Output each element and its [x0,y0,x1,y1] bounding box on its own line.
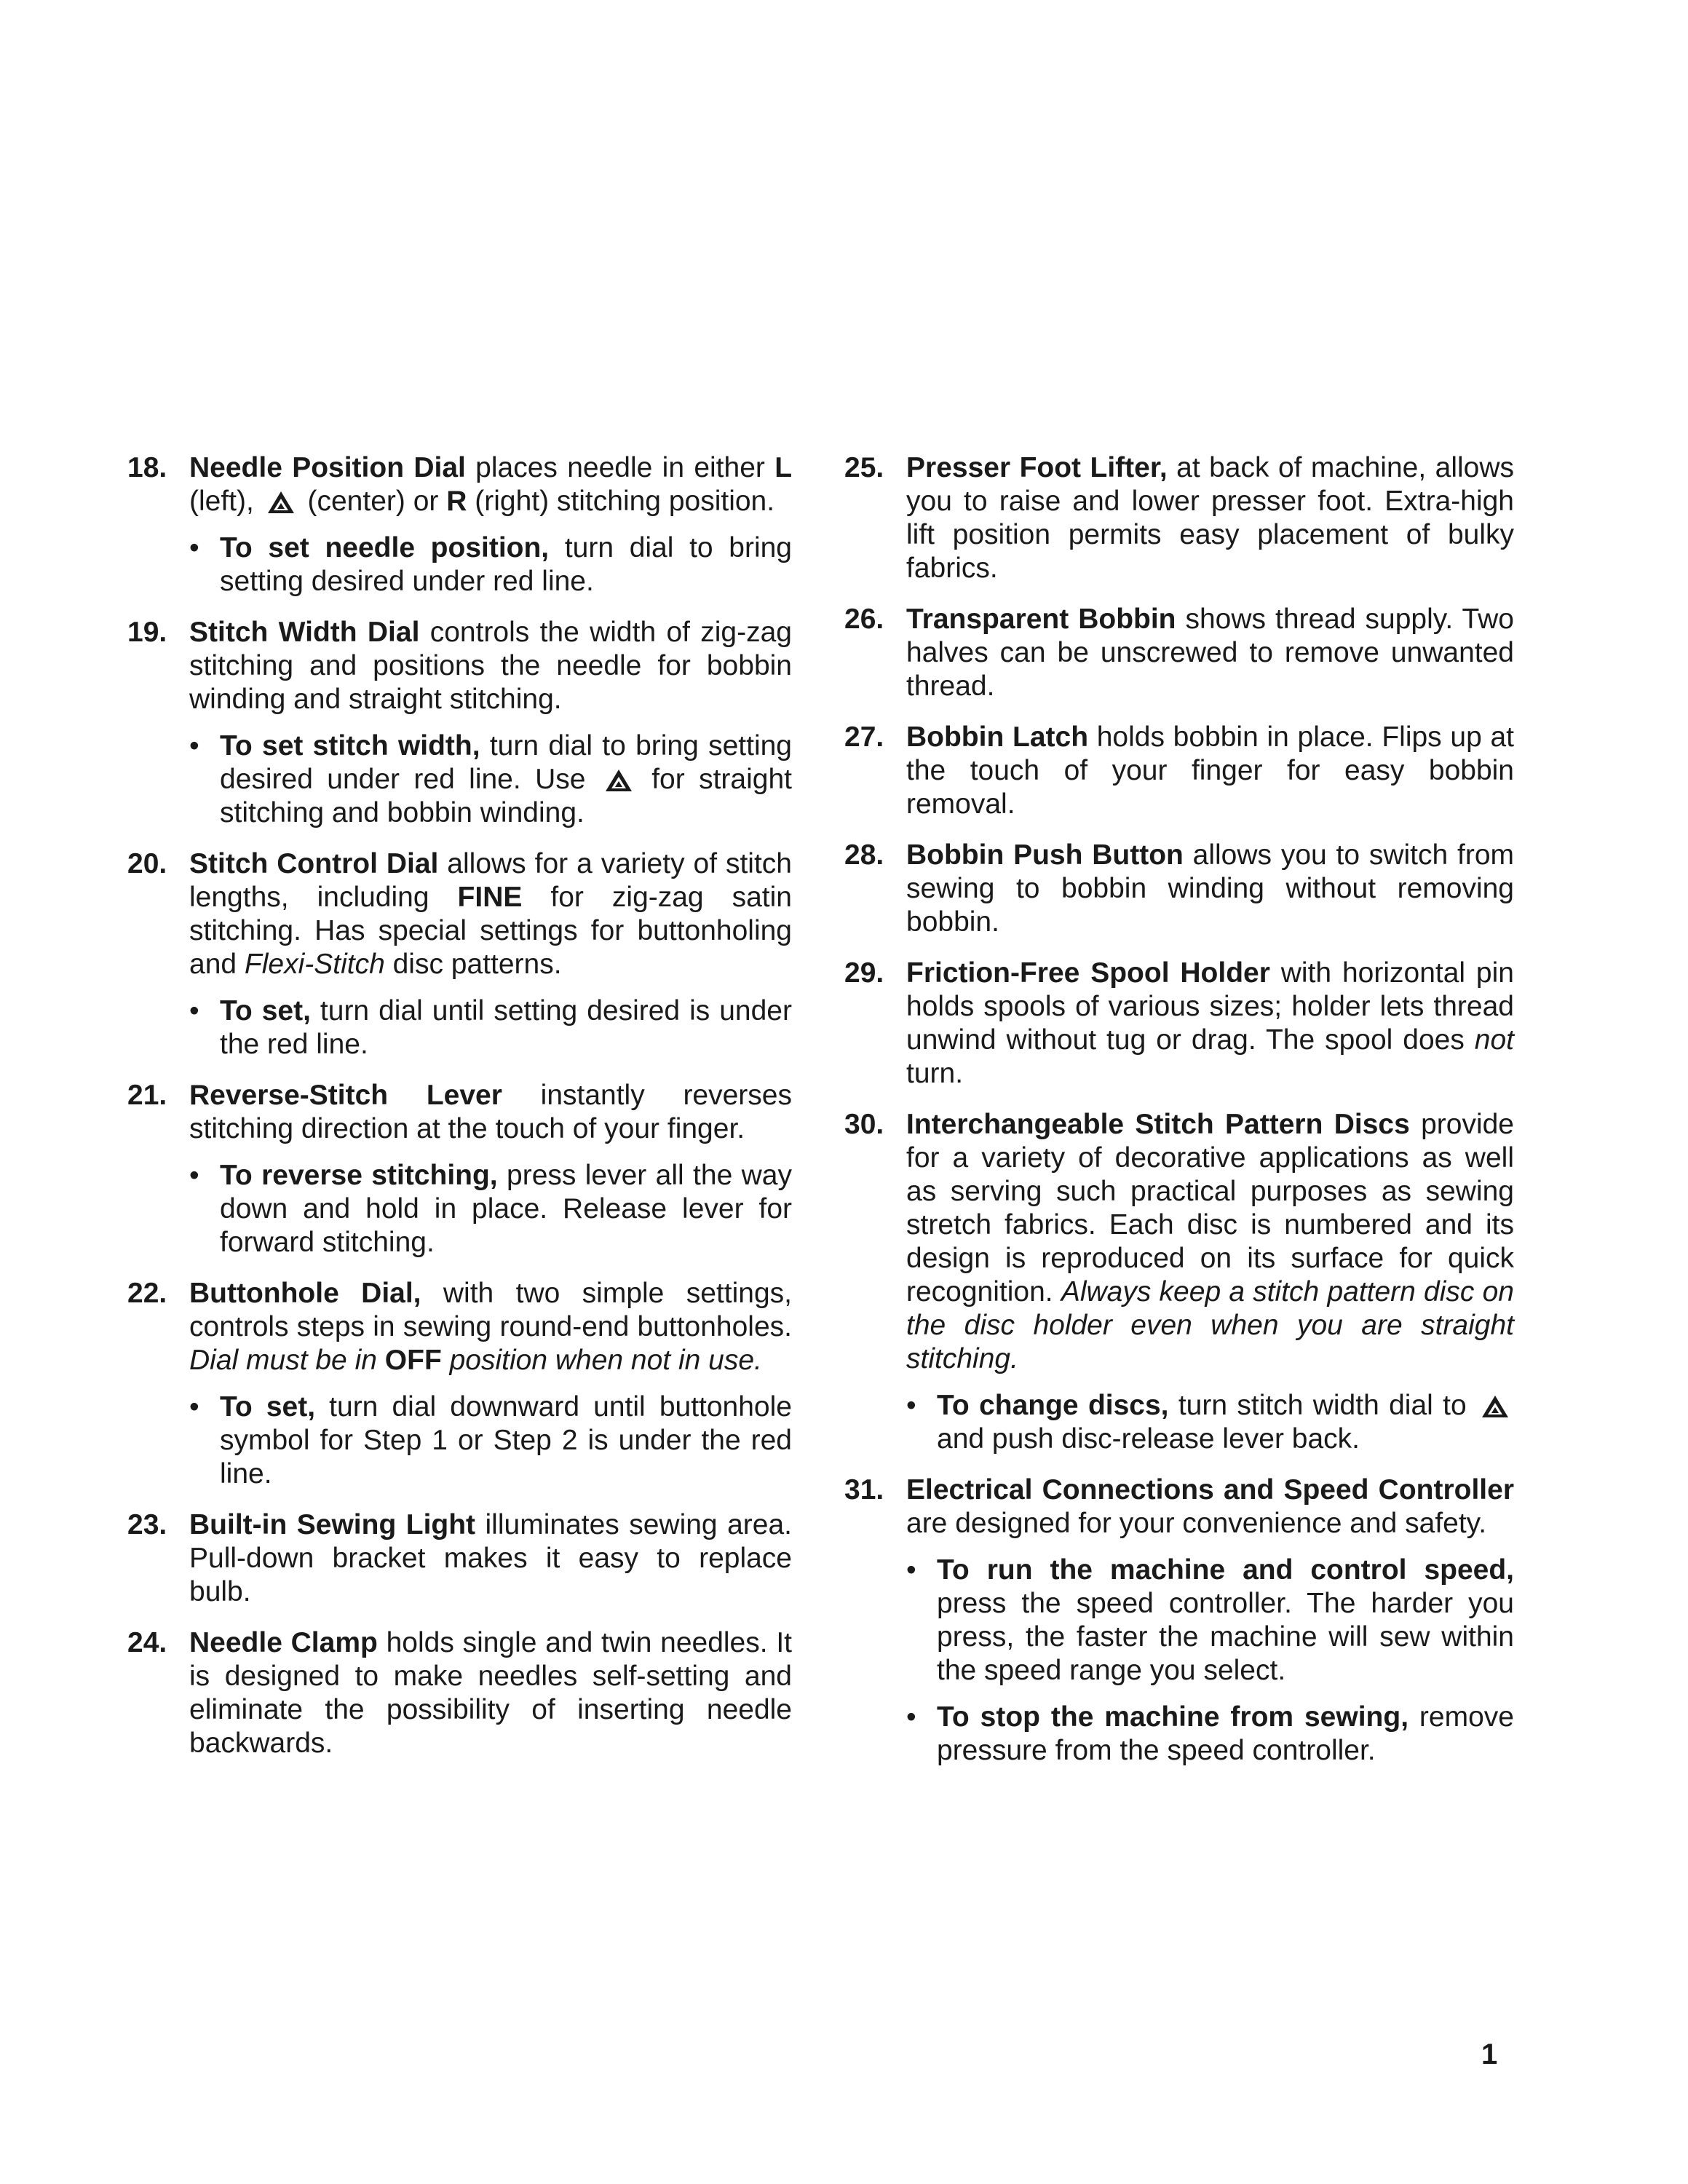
item-number: 31. [844,1474,884,1506]
item-term: Presser Foot Lifter, [906,452,1168,483]
item-term: Built-in Sewing Light [189,1509,476,1540]
item-number: 21. [127,1080,167,1111]
bullet: • To set stitch width, turn dial to bring setting desired under red line. Use for straight stitching and bobbin winding. [189,730,792,828]
item-30: 30. Interchangeable Stitch Pattern Discs provide for a variety of decorative applications as well as serving such practical purposes as sewing stretch fabrics. Each disc is numbered and its design is reproduced on its surface for quick recognition. Always keep a stitch pattern disc on the disc holder even when you are straight stitching. • To change discs, turn stitch width dial to and push disc-release lever back. [844,1109,1514,1455]
item-22: 22. Buttonhole Dial, with two simple settings, controls steps in sewing round-end buttonholes. Dial must be in OFF position when not in use. • To set, turn dial downward until buttonhole symbol for Step 1 or Step 2 is under the red line. [127,1278,792,1489]
bullet-dot: • [906,1554,916,1586]
item-26: 26. Transparent Bobbin shows thread supply. Two halves can be unscrewed to remove unwanted thread. [844,604,1514,702]
bullet-dot: • [189,995,199,1026]
item-number: 30. [844,1109,884,1140]
item-number: 26. [844,604,884,635]
item-18: 18. Needle Position Dial places needle in either L (left), (center) or R (right) stitching position. • To set needle position, turn dial to bring setting desired under red line. [127,452,793,597]
item-number: 19. [127,617,167,648]
center-triangle-icon [266,490,296,515]
page-number: 1 [1481,2038,1498,2070]
item-number: 22. [127,1278,167,1309]
item-25: 25. Presser Foot Lifter, at back of machine, allows you to raise and lower presser foot. Extra-high lift position permits easy placement of bulky fabrics. [844,452,1515,584]
item-term: Needle Clamp [189,1627,378,1658]
item-27: 27. Bobbin Latch holds bobbin in place. Flips up at the touch of your finger for easy bobbin removal. [844,721,1514,820]
bullet-dot: • [189,1160,199,1191]
bullet: • To run the machine and control speed, press the speed controller. The harder you press, the faster the machine will sew within the speed range you select. [906,1554,1514,1686]
item-number: 20. [127,848,167,879]
bullet: • To change discs, turn stitch width dial to and push disc-release lever back. [906,1389,1514,1456]
bullet-dot: • [906,1701,916,1733]
item-number: 23. [127,1509,167,1540]
item-19: 19. Stitch Width Dial controls the width of zig-zag stitching and positions the needle for bobbin winding and straight stitching. • To set stitch width, turn dial to bring setting desired under red line. Use for straight stitching and bobbin winding. [127,617,792,828]
left-column [127,451,792,1778]
bullet: • To reverse stitching, press lever all the way down and hold in place. Release lever for forward stitching. [189,1160,792,1258]
item-24: 24. Needle Clamp holds single and twin needles. It is designed to make needles self-setting and eliminate the possibility of inserting needle backwards. [127,1627,792,1759]
bullet-dot: • [189,1391,199,1423]
item-number: 24. [127,1627,167,1658]
item-number: 28. [844,839,884,871]
right-column [844,451,1514,1785]
bullet: • To set needle position, turn dial to bring setting desired under red line. [189,532,792,597]
item-term: Stitch Width Dial [189,617,420,648]
bullet-dot: • [906,1390,916,1421]
item-28: 28. Bobbin Push Button allows you to switch from sewing to bobbin winding without removing bobbin. [844,839,1515,938]
bullet-dot: • [189,532,199,563]
item-term: Friction-Free Spool Holder [906,957,1270,989]
bullet-dot: • [189,730,199,761]
item-term: Electrical Connections and Speed Controller [906,1474,1514,1506]
item-term: Stitch Control Dial [189,848,439,879]
item-23: 23. Built-in Sewing Light illuminates sewing area. Pull-down bracket makes it easy to replace bulb. [127,1509,792,1607]
bullet: • To stop the machine from sewing, remove pressure from the speed controller. [906,1701,1514,1766]
item-31: 31. Electrical Connections and Speed Controller are designed for your convenience and safety. • To run the machine and control speed, press the speed controller. The harder you press, the faster the machine will sew within the speed range you select. • To stop the machine from sewing, remove pressure from the speed controller. [844,1474,1514,1766]
item-term: Buttonhole Dial, [189,1278,421,1309]
bullet: • To set, turn dial downward until buttonhole symbol for Step 1 or Step 2 is under the red line. [189,1391,792,1489]
item-term: Needle Position Dial [189,452,466,483]
item-21: 21. Reverse-Stitch Lever instantly reverses stitching direction at the touch of your finger. • To reverse stitching, press lever all the way down and hold in place. Release lever for forward stitching. [127,1080,792,1258]
item-term: Reverse-Stitch Lever [189,1080,502,1111]
center-triangle-icon [604,768,633,793]
item-29: 29. Friction-Free Spool Holder with horizontal pin holds spools of various sizes; holder lets thread unwind without tug or drag. The spool does not turn. [844,957,1514,1089]
item-number: 29. [844,957,884,989]
item-number: 27. [844,721,884,753]
item-number: 18. [127,452,167,483]
item-term: Bobbin Latch [906,721,1089,753]
item-20: 20. Stitch Control Dial allows for a variety of stitch lengths, including FINE for zig-zag satin stitching. Has special settings for buttonholing and Flexi-Stitch disc patterns. • To set, turn dial until setting desired is under the red line. [127,848,792,1060]
bullet: • To set, turn dial until setting desired is under the red line. [189,995,792,1060]
item-term: Interchangeable Stitch Pattern Discs [906,1109,1410,1140]
item-term: Transparent Bobbin [906,604,1176,635]
item-number: 25. [844,452,884,483]
center-triangle-icon [1481,1394,1510,1419]
item-term: Bobbin Push Button [906,839,1184,871]
